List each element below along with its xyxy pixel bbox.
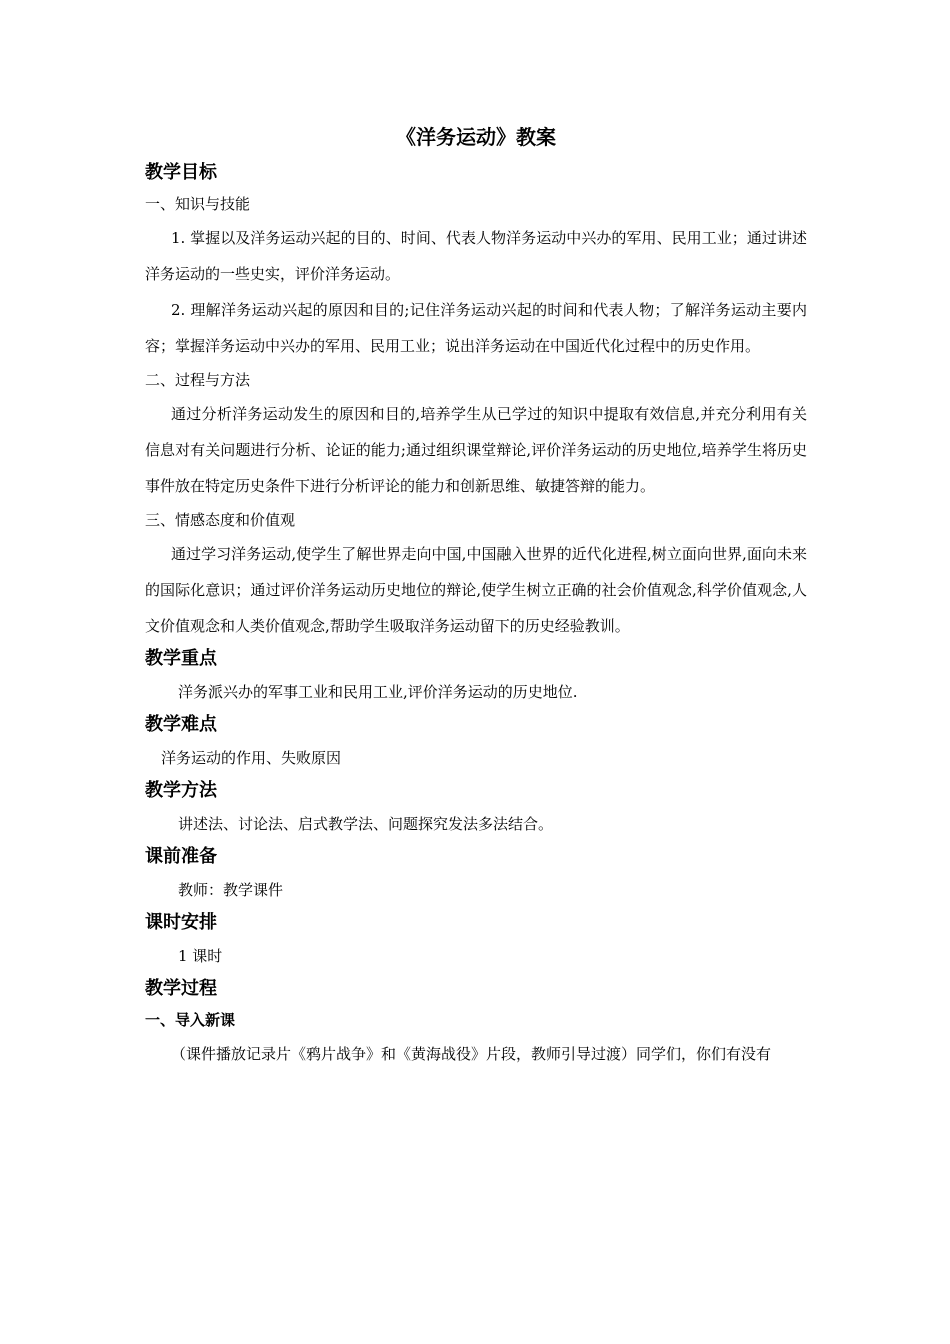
knowledge-heading: 一、知识与技能: [145, 195, 251, 213]
knowledge-paragraph-1: 1. 掌握以及洋务运动兴起的目的、时间、代表人物洋务运动中兴办的军用、民用工业；通过讲述洋务运动的一些史实，评价洋务运动。: [145, 229, 807, 283]
key-points-text: 洋务派兴办的军事工业和民用工业,评价洋务运动的历史地位.: [178, 683, 578, 701]
document-title: 《洋务运动》教案: [396, 125, 556, 149]
objectives-heading: 教学目标: [145, 162, 217, 183]
difficulties-heading: 教学难点: [145, 714, 217, 735]
emotion-heading: 三、情感态度和价值观: [145, 511, 296, 529]
schedule-text: 1 课时: [178, 947, 223, 965]
emotion-paragraph: 通过学习洋务运动,使学生了解世界走向中国,中国融入世界的近代化进程,树立面向世界,面向未来的国际化意识；通过评价洋务运动历史地位的辩论,使学生树立正确的社会价值观念,科学价值观念,人文价值观念和人类价值观念,帮助学生吸取洋务运动留下的历史经验教训。: [145, 545, 807, 635]
key-points-heading: 教学重点: [145, 648, 217, 669]
preparation-heading: 课前准备: [145, 846, 217, 867]
process-method-paragraph: 通过分析洋务运动发生的原因和目的,培养学生从已学过的知识中提取有效信息,并充分利用有关信息对有关问题进行分析、论证的能力;通过组织课堂辩论,评价洋务运动的历史地位,培养学生将历史事件放在特定历史条件下进行分析评论的能力和创新思维、敏捷答辩的能力。: [145, 405, 807, 495]
schedule-heading: 课时安排: [145, 912, 217, 933]
intro-heading: 一、导入新课: [145, 1011, 236, 1029]
document-page: [145, 120, 807, 1072]
methods-text: 讲述法、讨论法、启式教学法、问题探究发法多法结合。: [178, 815, 554, 833]
difficulties-text: 洋务运动的作用、失败原因: [161, 749, 342, 767]
process-method-heading: 二、过程与方法: [145, 371, 251, 389]
preparation-text: 教师：教学课件: [178, 881, 284, 899]
teaching-process-heading: 教学过程: [145, 978, 217, 999]
intro-text: （课件播放记录片《鸦片战争》和《黄海战役》片段，教师引导过渡）同学们，你们有没有: [171, 1045, 772, 1063]
knowledge-paragraph-2: 2. 理解洋务运动兴起的原因和目的;记住洋务运动兴起的时间和代表人物；了解洋务运动主要内容；掌握洋务运动中兴办的军用、民用工业；说出洋务运动在中国近代化过程中的历史作用。: [145, 301, 807, 355]
methods-heading: 教学方法: [145, 780, 217, 801]
